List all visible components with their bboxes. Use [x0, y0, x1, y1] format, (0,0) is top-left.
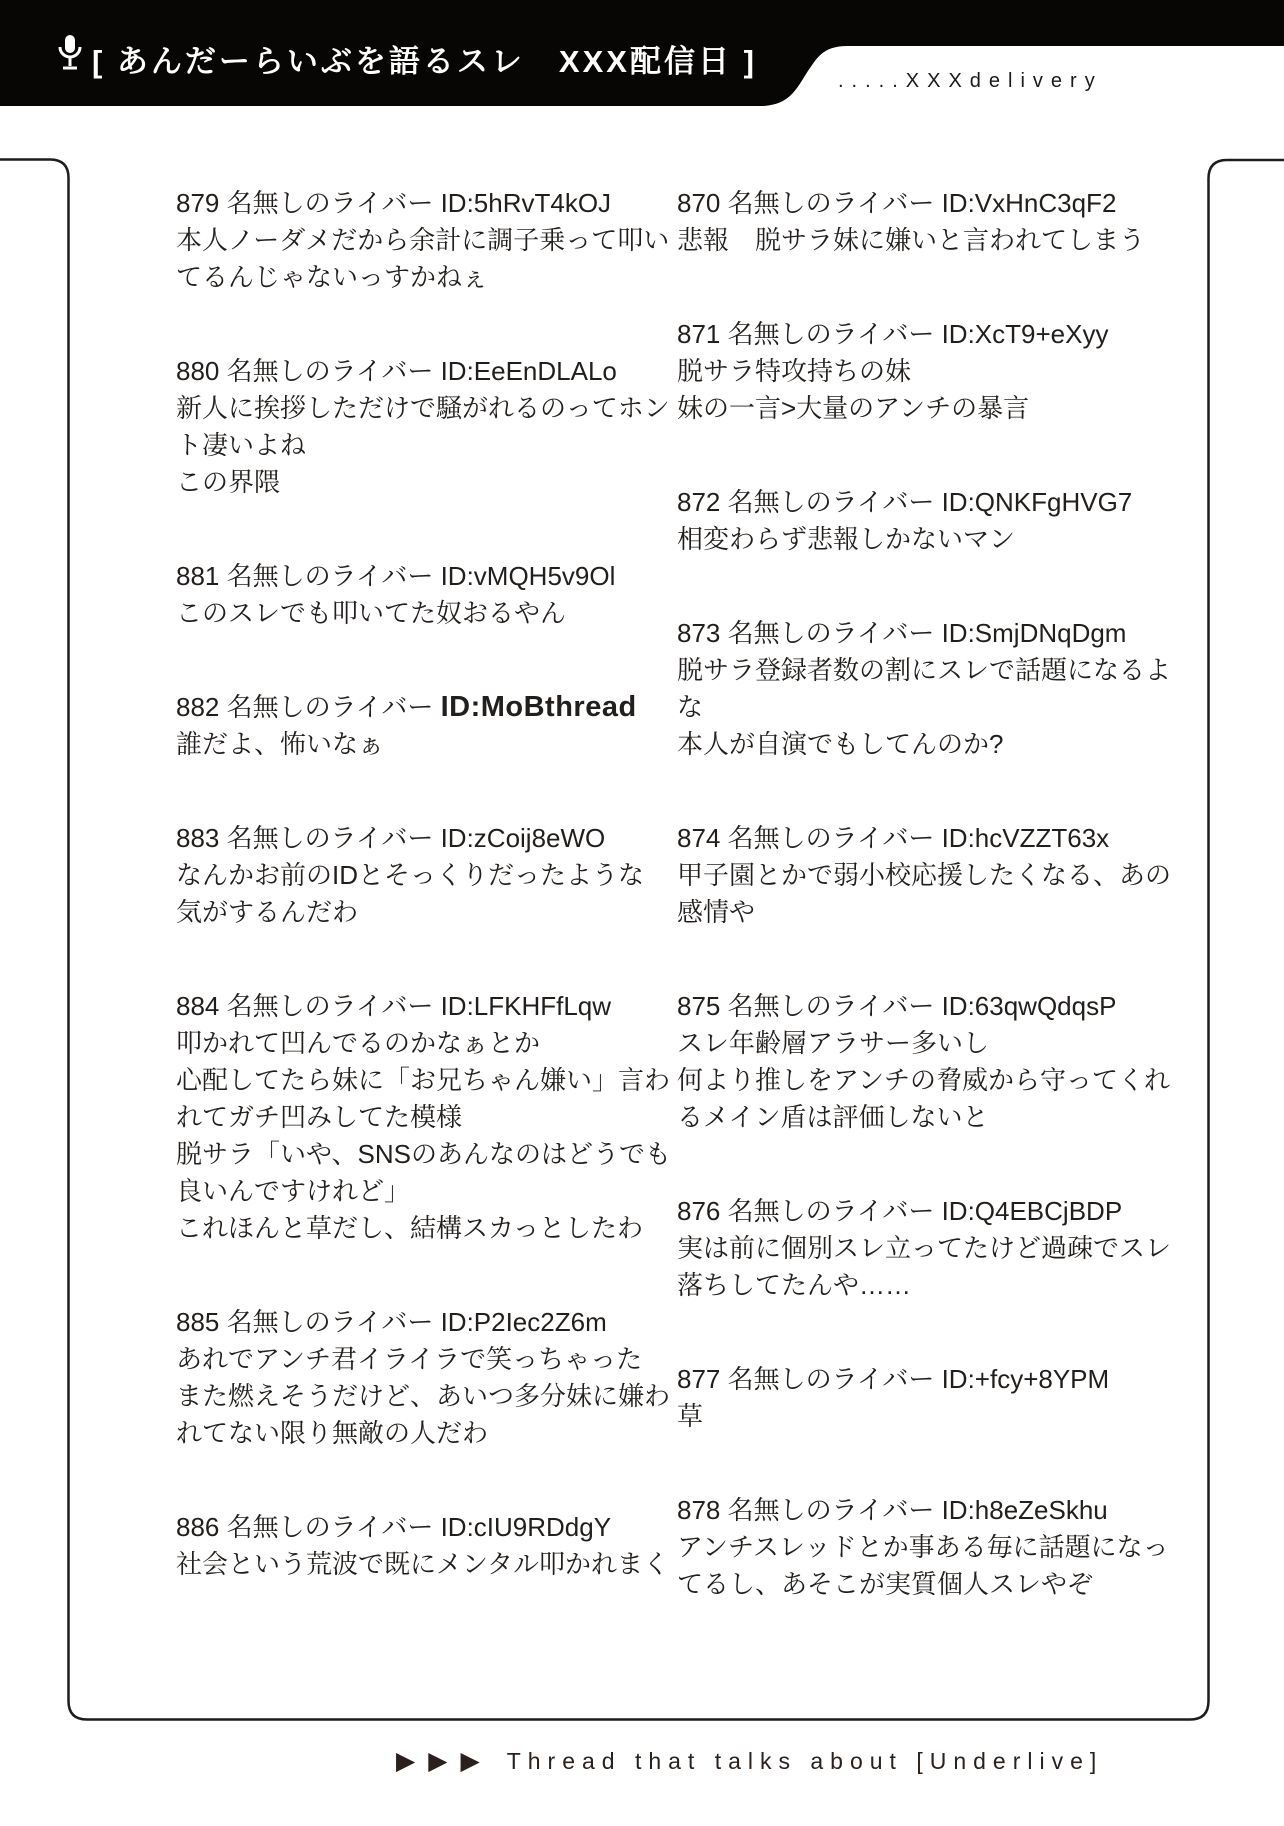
poster-name: 名無しのライバー: [727, 1495, 935, 1525]
post-body-line: 何より推しをアンチの脅威から守ってくれ: [677, 1065, 1170, 1095]
poster-id: ID:SmjDNqDgm: [941, 618, 1127, 648]
post-body-line: また燃えそうだけど、あいつ多分妹に嫌わ: [176, 1381, 671, 1411]
post-number: 878: [677, 1495, 721, 1525]
forum-post: [176, 353, 670, 501]
post-number: 875: [677, 991, 721, 1021]
post-header-line: [677, 615, 1217, 652]
poster-id: ID:hcVZZT63x: [941, 823, 1110, 853]
poster-name: 名無しのライバー: [727, 188, 935, 218]
post-header-line: [176, 353, 636, 390]
poster-name: 名無しのライバー: [727, 618, 935, 648]
poster-id: ID:VxHnC3qF2: [941, 188, 1117, 218]
post-body-line: 妹の一言>大量のアンチの暴言: [677, 393, 1030, 423]
post-body-line: てるし、あそこが実質個人スレやぞ: [677, 1569, 1094, 1599]
poster-id: ID:EeEnDLALo: [440, 356, 617, 386]
post-number: 872: [677, 487, 721, 517]
post-number: 870: [677, 188, 721, 218]
poster-name: 名無しのライバー: [727, 1196, 935, 1226]
post-header-line: [176, 988, 636, 1025]
poster-name: 名無しのライバー: [727, 319, 935, 349]
forum-post: [176, 820, 645, 931]
post-number: 886: [176, 1512, 220, 1542]
post-header-line: [176, 558, 636, 595]
post-number: 885: [176, 1307, 220, 1337]
post-number: 883: [176, 823, 220, 853]
post-header-line: [677, 820, 1217, 857]
post-header-line: [176, 185, 636, 222]
poster-id: ID:h8eZeSkhu: [941, 1495, 1108, 1525]
poster-id: ID:MoBthread: [440, 691, 637, 723]
post-header-line: [176, 689, 636, 726]
thread-header-bar: [0, 0, 1284, 106]
forum-post: [677, 185, 1217, 259]
forum-post: [677, 1492, 1217, 1603]
forum-post: [176, 689, 636, 763]
post-header-line: [677, 1361, 1217, 1398]
poster-name: 名無しのライバー: [226, 692, 434, 722]
post-body-line: ト凄いよね: [176, 430, 307, 460]
forum-post: [176, 988, 671, 1247]
post-body-line: れてない限り無敵の人だわ: [176, 1418, 489, 1448]
delivery-label: .....XXXdelivery: [838, 70, 1103, 92]
post-header-line: [677, 316, 1217, 353]
post-header-line: [176, 820, 636, 857]
post-number: 877: [677, 1364, 721, 1394]
post-body-line: 落ちしてたんや……: [677, 1270, 912, 1300]
post-body-line: 脱サラ登録者数の割にスレで話題になるよ: [677, 655, 1172, 685]
poster-name: 名無しのライバー: [226, 188, 434, 218]
post-body-line: な: [677, 692, 704, 722]
post-body-line: 脱サラ「いや、SNSのあんなのはどうでも: [176, 1139, 671, 1169]
post-body-line: 社会という荒波で既にメンタル叩かれまく: [176, 1549, 669, 1579]
forum-post: [677, 316, 1217, 427]
post-body-line: るメイン盾は評価しないと: [677, 1102, 989, 1132]
forum-post: [677, 484, 1217, 558]
post-number: 871: [677, 319, 721, 349]
poster-name: 名無しのライバー: [727, 991, 935, 1021]
post-header-line: [677, 1492, 1217, 1529]
page-footer: [396, 1746, 1103, 1776]
post-body-line: スレ年齢層アラサー多いし: [677, 1028, 990, 1058]
poster-name: 名無しのライバー: [226, 823, 434, 853]
forum-post: [176, 558, 636, 632]
post-body-line: これほんと草だし、結構スカっとしたわ: [176, 1213, 643, 1243]
poster-name: 名無しのライバー: [226, 1307, 434, 1337]
thread-column-left: [176, 185, 671, 1583]
post-body-line: 脱サラ特攻持ちの妹: [677, 356, 912, 386]
post-header-line: [677, 185, 1217, 222]
post-header-line: [176, 1509, 636, 1546]
poster-id: ID:zCoij8eWO: [440, 823, 606, 853]
poster-name: 名無しのライバー: [727, 823, 935, 853]
play-triangles-icon: ▶▶▶: [396, 1747, 493, 1775]
post-number: 882: [176, 692, 220, 722]
poster-name: 名無しのライバー: [226, 356, 434, 386]
poster-id: ID:LFKHFfLqw: [440, 991, 612, 1021]
poster-name: 名無しのライバー: [226, 991, 434, 1021]
post-body-line: 本人が自演でもしてんのか?: [677, 729, 1004, 759]
post-header-line: [176, 1304, 636, 1341]
post-body-line: アンチスレッドとか事ある毎に話題になっ: [677, 1532, 1169, 1562]
forum-post: [176, 1304, 671, 1452]
post-number: 876: [677, 1196, 721, 1226]
forum-post: [677, 820, 1217, 931]
poster-id: ID:XcT9+eXyy: [941, 319, 1109, 349]
post-number: 879: [176, 188, 220, 218]
forum-post: [176, 185, 670, 296]
post-body-line: てるんじゃないっすかねぇ: [176, 262, 489, 292]
post-body-line: 心配してたら妹に「お兄ちゃん嫌い」言わ: [176, 1065, 671, 1095]
post-header-line: [677, 988, 1217, 1025]
post-body-line: 草: [677, 1401, 704, 1431]
poster-name: 名無しのライバー: [727, 487, 935, 517]
post-body-line: 甲子園とかで弱小校応援したくなる、あの: [677, 860, 1172, 890]
thread-column-right: [677, 185, 1217, 1603]
post-body-line: れてガチ凹みしてた模様: [176, 1102, 463, 1132]
post-body-line: 悲報 脱サラ妹に嫌いと言われてしまう: [677, 225, 1146, 255]
post-body-line: このスレでも叩いてた奴おるやん: [176, 598, 567, 628]
post-body-line: 本人ノーダメだから余計に調子乗って叩い: [176, 225, 670, 255]
poster-id: ID:63qwQdqsP: [941, 991, 1117, 1021]
forum-post: [677, 615, 1217, 763]
poster-id: ID:cIU9RDdgY: [440, 1512, 612, 1542]
post-body-line: 新人に挨拶しただけで騒がれるのってホン: [176, 393, 670, 423]
post-number: 880: [176, 356, 220, 386]
forum-post: [677, 1361, 1217, 1435]
post-body-line: 気がするんだわ: [176, 897, 359, 927]
post-body-line: あれでアンチ君イライラで笑っちゃった: [176, 1344, 643, 1374]
poster-id: ID:Q4EBCjBDP: [941, 1196, 1123, 1226]
poster-id: ID:5hRvT4kOJ: [440, 188, 612, 218]
post-number: 884: [176, 991, 220, 1021]
post-number: 874: [677, 823, 721, 853]
post-body-line: 実は前に個別スレ立ってたけど過疎でスレ: [677, 1233, 1172, 1263]
post-header-line: [677, 484, 1217, 521]
post-body-line: この界隈: [176, 467, 281, 497]
microphone-icon: [56, 33, 84, 75]
poster-id: ID:+fcy+8YPM: [941, 1364, 1110, 1394]
post-number: 881: [176, 561, 220, 591]
post-header-line: [677, 1193, 1217, 1230]
footer-label: Thread that talks about [Underlive]: [506, 1747, 1104, 1774]
post-body-line: 誰だよ、怖いなぁ: [176, 729, 385, 759]
post-number: 873: [677, 618, 721, 648]
forum-post: [176, 1509, 669, 1583]
thread-title: [ あんだーらいぶを語るスレ XXX配信日 ]: [92, 44, 757, 79]
post-body-line: 叩かれて凹んでるのかなぁとか: [176, 1028, 541, 1058]
forum-post: [677, 988, 1217, 1136]
post-body-line: なんかお前のIDとそっくりだったような: [176, 860, 645, 890]
post-body-line: 良いんですけれど」: [176, 1176, 411, 1206]
poster-id: ID:vMQH5v9Ol: [440, 561, 616, 591]
poster-id: ID:P2Iec2Z6m: [440, 1307, 607, 1337]
poster-name: 名無しのライバー: [226, 561, 434, 591]
poster-id: ID:QNKFgHVG7: [941, 487, 1133, 517]
post-body-line: 感情や: [677, 897, 756, 927]
poster-name: 名無しのライバー: [226, 1512, 434, 1542]
poster-name: 名無しのライバー: [727, 1364, 935, 1394]
forum-post: [677, 1193, 1217, 1304]
post-body-line: 相変わらず悲報しかないマン: [677, 524, 1016, 554]
